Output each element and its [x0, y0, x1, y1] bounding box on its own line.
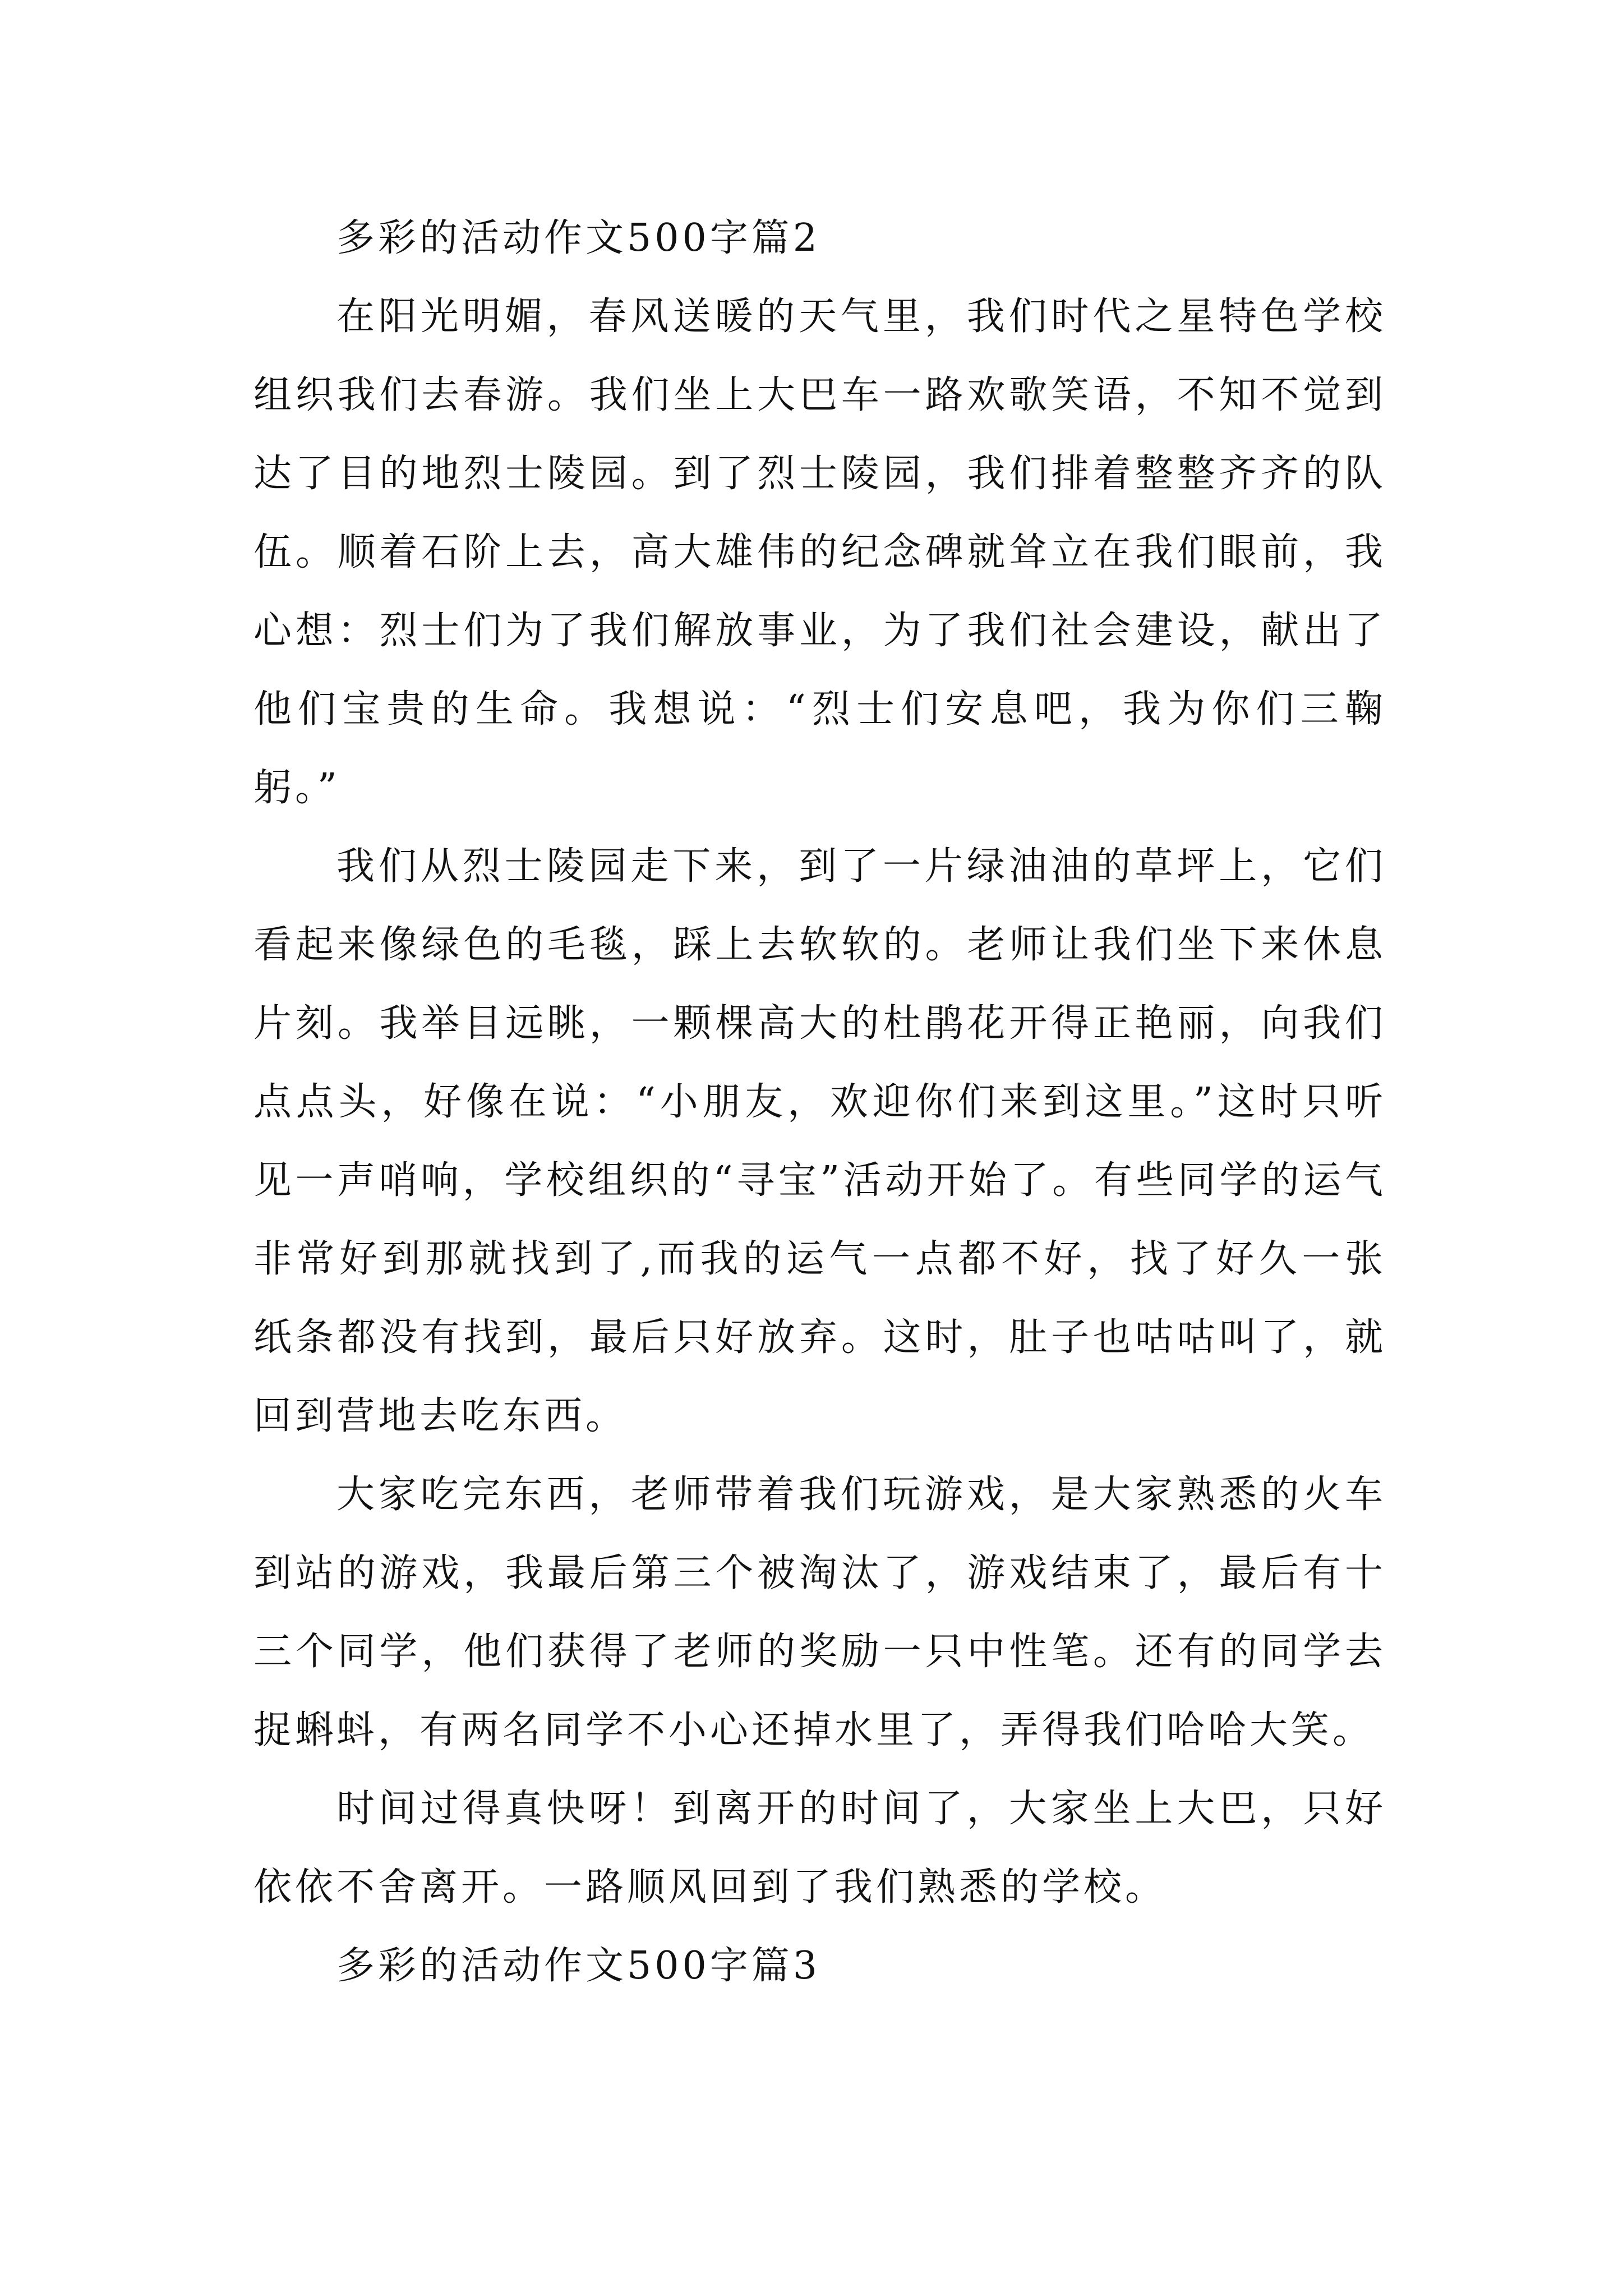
- paragraph-3: 大家吃完东西，老师带着我们玩游戏，是大家熟悉的火车到站的游戏，我最后第三个被淘汰了，游戏结束了，最后有十三个同学，他们获得了老师的奖励一只中性笔。还有的同学去捉蝌蚪，有两名同学不小心还掉水里了，弄得我们哈哈大笑。: [253, 1473, 1386, 1752]
- paragraph-2: 我们从烈士陵园走下来，到了一片绿油油的草坪上，它们看起来像绿色的毛毯，踩上去软软的。老师让我们坐下来休息片刻。我举目远眺，一颗棵高大的杜鹃花开得正艳丽，向我们点点头，好像在说：“小朋友，欢迎你们来到这里。”这时只听见一声哨响，学校组织的“寻宝”活动开始了。有些同学的运气非常好到那就找到了,而我的运气一点都不好，找了好久一张纸条都没有找到，最后只好放弃。这时，肚子也咕咕叫了，就回到营地去吃东西。: [253, 844, 1386, 1438]
- document-body: [253, 199, 1386, 2005]
- paragraph-4: 时间过得真快呀！到离开的时间了，大家坐上大巴，只好依依不舍离开。一路顺风回到了我们熟悉的学校。: [253, 1787, 1386, 1910]
- section-heading-2: 多彩的活动作文500字篇2: [336, 216, 821, 260]
- section-heading-3: 多彩的活动作文500字篇3: [336, 1944, 821, 1988]
- paragraph-1: 在阳光明媚，春风送暖的天气里，我们时代之星特色学校组织我们去春游。我们坐上大巴车一路欢歌笑语，不知不觉到达了目的地烈士陵园。到了烈士陵园，我们排着整整齐齐的队伍。顺着石阶上去，高大雄伟的纪念碑就耸立在我们眼前，我心想：烈士们为了我们解放事业，为了我们社会建设，献出了他们宝贵的生命。我想说：“烈士们安息吧，我为你们三鞠躬。”: [253, 295, 1386, 810]
